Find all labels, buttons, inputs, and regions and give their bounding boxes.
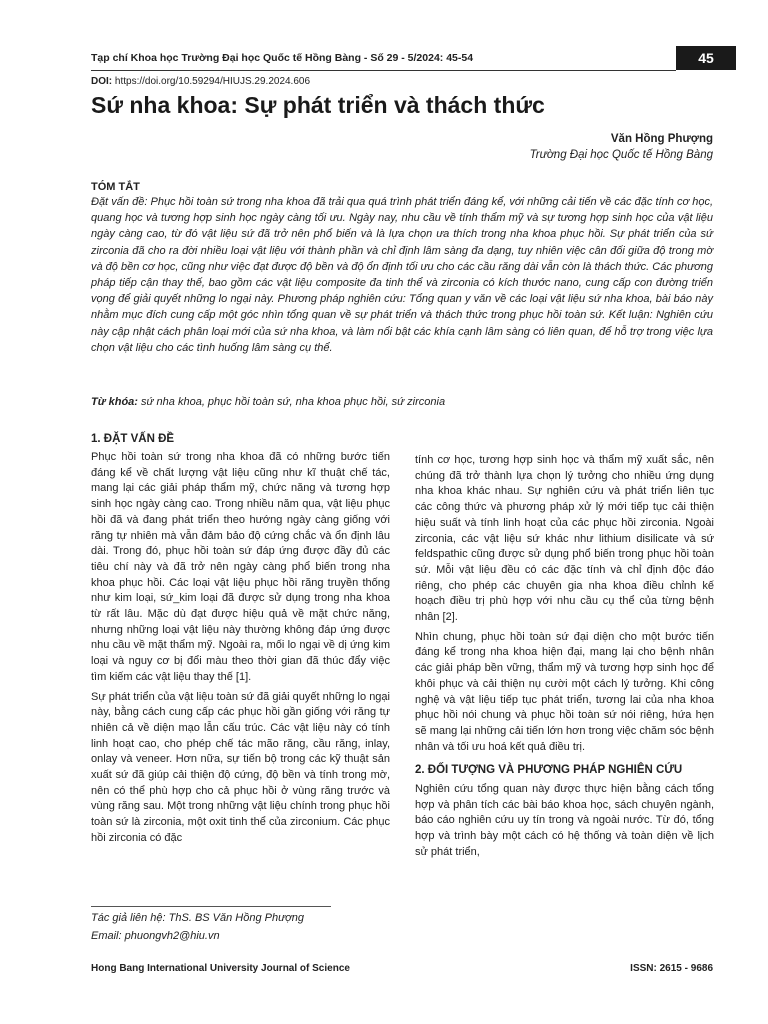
footer-issn: ISSN: 2615 - 9686: [630, 963, 713, 974]
section1-paragraph-3: tính cơ học, tương hợp sinh học và thẩm mỹ xuất sắc, nên chúng đã trở thành lựa chọn lý tưởng cho nhiều ứng dụng nha khoa khác nhau. Sự nghiên cứu và phát triển liên tục các công thức và phương pháp xử lý mới tiếp tục cải thiện hiệu suất và tính linh hoạt của các phục hồi zirconia. Ngoài zirconia, các vật liệu sứ khác như lithium disilicate và sứ feldspathic cũng được sử dụng phổ biến trong phục hồi toàn sứ. Mỗi vật liệu đều có các đặc tính và chỉ định độc đáo riêng, cho phép các chuyên gia nha khoa điều chỉnh kế hoạch điều trị phù hợp với nhu cầu cụ thể của từng bệnh nhân [2].: [415, 454, 714, 624]
keywords-list: sứ nha khoa, phục hồi toàn sứ, nha khoa phục hồi, sứ zirconia: [137, 396, 446, 408]
keywords: [91, 396, 445, 408]
keywords-label: Từ khóa:: [91, 396, 138, 408]
left-column: [91, 450, 390, 851]
section1-paragraph-1: Phục hồi toàn sứ trong nha khoa đã có những bước tiến đáng kể về chất lượng vật liệu cũng như kĩ thuật chế tác, mang lại các giải pháp thẩm mỹ, chức năng và tương hợp sinh học ngày càng cao. Trong nhiều năm qua, vật liệu phục hồi đã và đang phát triển theo hướng ngày càng giống với răng tự nhiên mà vẫn đảm bảo độ cứng chắc và ổn định lâu dài. Trong đó, phục hồi toàn sứ đáp ứng được đầy đủ các tiêu chí này và đã trở nên ngày càng phổ biến trong nha khoa phục hồi. Các loại vật liệu phục hồi răng truyền thống như kim loại, sứ_kim loại đã được sử dụng trong nha khoa từ rất lâu. Mặc dù đạt được hiệu quả về mặt chức năng, nhưng những loại vật liệu này thường không đáp ứng được nhu cầu về mặt thẩm mỹ. Ngoài ra, mối lo ngại về dị ứng kim loại và nguy cơ bị đổi màu theo thời gian đã thúc đẩy việc tìm kiếm các vật liệu thay thế [1].: [91, 451, 390, 683]
author-name: Văn Hồng Phượng: [610, 133, 713, 145]
abstract-text: Đặt vấn đề: Phục hồi toàn sứ trong nha khoa đã trải qua quá trình phát triển đáng kể, với những cải tiến về các đặc tính cơ học, quang học và tương hợp sinh học ngày càng tối ưu. Ngày nay, nhu cầu về tính thẩm mỹ và sự tương hợp sinh học của vật liệu ngày càng cao, từ đó vật liệu sứ đã trở nên phổ biến và là lựa chọn ưa thích trong nha khoa phục hồi. Sự phát triển của sứ zirconia đã cho ra đời nhiều loại vật liệu với thành phần và chỉ định lâm sàng đa dạng, tuy nhiên việc cân đối giữa độ trong mờ và độ bền cơ học, cũng như việc đạt được độ bền và độ ổn định tối ưu cho các cầu răng dài vẫn còn là thách thức. Các phương pháp tiếp cận thay thế, bao gồm các vật liệu composite đa tinh thể và zirconia có kích thước nano, cung cấp con đường triển vọng để giải quyết những lo ngại này. Phương pháp nghiên cứu: Tổng quan y văn về các loại vật liệu sứ nha khoa, bài báo này nhằm mục đích cung cấp một góc nhìn tổng quan về sự phát triển và thách thức trong phục hồi toàn sứ. Kết luận: Nghiên cứu này cập nhật cách phân loại mới của sứ nha khoa, và làm nổi bật các khía cạnh lâm sàng có liên quan, để hỗ trợ trong việc lựa chọn vật liệu cho các tình huống lâm sàng cụ thể.: [91, 196, 713, 354]
section1-paragraph-2: Sự phát triển của vật liệu toàn sứ đã giải quyết những lo ngại này, bằng cách cung cấp các phục hồi gần giống với răng tự nhiên cả về diện mạo lẫn cấu trúc. Các vật liệu này có tính linh hoạt cao, cho phép chế tác mão răng, cầu răng, inlay, onlay và veneer. Hơn nữa, sự tiến bộ trong các kỹ thuật sản xuất sứ đã giúp cải thiện độ cứng, độ bền và tính trong mờ, nên có thể phù hợp cho cả phục hồi ở vùng răng trước và vùng răng sau. Một trong những vật liệu chính trong phục hồi toàn sứ là zirconia, một oxit tinh thể của zirconium. Các phục hồi zirconia có đặc: [91, 690, 390, 844]
right-column: [415, 453, 714, 865]
footer-journal: Hong Bang International University Journal of Science: [91, 963, 350, 974]
section1-heading: 1. ĐẶT VẤN ĐỀ: [91, 433, 175, 445]
doi-label: DOI:: [91, 76, 113, 87]
journal-header: Tạp chí Khoa học Trường Đại học Quốc tế Hồng Bàng - Số 29 - 5/2024: 45-54: [91, 52, 474, 64]
corresponding-author: Tác giả liên hệ: ThS. BS Văn Hồng Phượng: [91, 912, 304, 924]
page-number: 45: [676, 46, 736, 70]
abstract-heading: TÓM TẮT: [91, 181, 140, 193]
header-rule: [91, 70, 676, 71]
author-email: Email: phuongvh2@hiu.vn: [91, 930, 220, 942]
section2-heading: 2. ĐỐI TƯỢNG VÀ PHƯƠNG PHÁP NGHIÊN CỨU: [415, 764, 683, 777]
doi-line: [91, 76, 310, 87]
author-affiliation: Trường Đại học Quốc tế Hồng Bàng: [529, 149, 713, 161]
footnote-rule: [91, 906, 331, 907]
doi-link[interactable]: https://doi.org/10.59294/HIUJS.29.2024.606: [112, 76, 311, 87]
article-title: Sứ nha khoa: Sự phát triển và thách thức: [91, 92, 545, 118]
section2-paragraph-1: Nghiên cứu tổng quan này được thực hiện bằng cách tổng hợp và phân tích các bài báo khoa học, sách chuyên ngành, báo cáo nghiên cứu uy tín trong và ngoài nước. Từ đó, tổng hợp và trình bày một cách có hệ thống và toàn diện về lịch sử phát triển,: [415, 783, 714, 858]
section1-paragraph-4: Nhìn chung, phục hồi toàn sứ đại diện cho một bước tiến đáng kể trong nha khoa hiện đại, mang lại cho bệnh nhân các giải pháp bền vững, thẩm mỹ và tương hợp sinh học để khôi phục và cải thiện nụ cười một cách lý tưởng. Khi công nghệ và vật liệu tiếp tục phát triển, tương lai của nha khoa phục hồi nói chung và phục hồi toàn sứ nói riêng, hứa hẹn sẽ mang lại những cải tiến lớn hơn trong việc chăm sóc bệnh nhân và tối ưu hoá kết quả điều trị.: [415, 630, 714, 753]
